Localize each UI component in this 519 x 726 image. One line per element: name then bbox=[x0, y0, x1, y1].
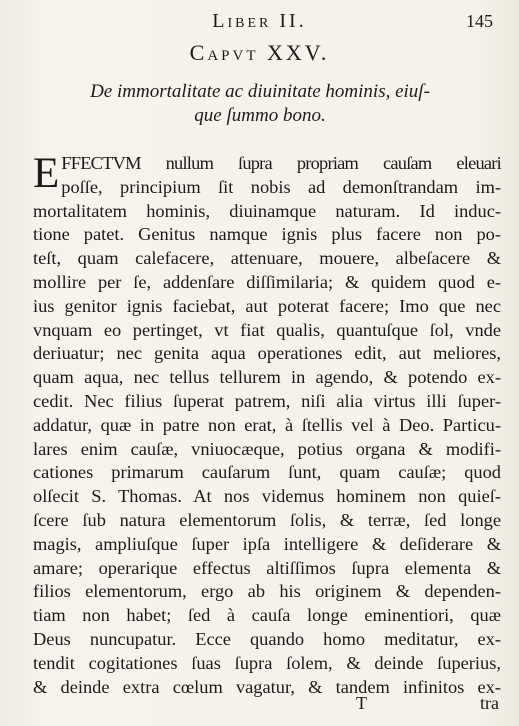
chapter-title-line: De immortalitate ac diuinitate hominis, eiuſ- bbox=[90, 81, 430, 102]
body-line: lares enim cauſæ, vniuocæque, potius organa & modifi- bbox=[33, 438, 501, 459]
page-number: 145 bbox=[466, 11, 493, 31]
body-line: mollire per ſe, addenſare diſſimilaria; & quidem quod e- bbox=[33, 271, 501, 292]
chapter-title bbox=[70, 80, 450, 128]
running-title: Liber II. bbox=[212, 10, 307, 32]
body-line: deriuatur; nec genita aqua operationes edit, aut meliores, bbox=[33, 343, 501, 364]
body-line: filios elementorum, ergo ab his originem & dependen- bbox=[33, 581, 501, 602]
page-footer bbox=[0, 693, 519, 717]
body-line: tendit cogitationes ſuas ſupra ſolem, & deinde ſuperius, bbox=[33, 652, 501, 673]
body-line: poſſe, principium ſit nobis ad demonſtrandam im- bbox=[61, 176, 501, 197]
body-line: FFECTVM nullum ſupra propriam cauſam eleuari bbox=[61, 153, 501, 173]
body-line: tiam non habet; ſed à cauſa longe eminentiori, quæ bbox=[33, 605, 501, 626]
signature-mark: T bbox=[356, 693, 367, 713]
body-line: amare; operarique effectus altiſſimos ſupra elementa & bbox=[33, 557, 501, 578]
body-line: mortalitatem hominis, diuinamque naturam. Id induc- bbox=[33, 200, 501, 221]
drop-initial: E bbox=[33, 150, 60, 197]
body-line: quam aqua, nec tellus tellurem in agendo, & potendo ex- bbox=[33, 367, 501, 388]
body-line: cationes primarum cauſarum ſunt, quam cauſæ; quod bbox=[33, 462, 501, 483]
body-line: tione patet. Genitus namque ignis plus facere non po- bbox=[33, 224, 501, 245]
chapter-heading: Capvt XXV. bbox=[189, 40, 330, 65]
body-line: & deinde extra cœlum vagatur, & tandem infinitos ex- bbox=[33, 676, 501, 697]
body-line: teſt, quam calefacere, attenuare, mouere, albeſacere & bbox=[33, 248, 501, 269]
catchword: tra bbox=[480, 693, 499, 713]
page-header bbox=[0, 8, 519, 34]
body-line: magis, ampliuſque ſuper ipſa intelligere & deſiderare & bbox=[33, 533, 501, 554]
body-line: vnquam eo pertinget, vt fiat qualis, quantuſque ſol, vnde bbox=[33, 319, 501, 340]
body-line: addatur, quæ in patre non erat, à ſtellis vel à Deo. Particu- bbox=[33, 414, 501, 435]
body-line: ius genitor ignis faciebat, aut poterat facere; Imo que nec bbox=[33, 295, 501, 316]
body-line: Deus nuncupatur. Ecce quando homo meditatur, ex- bbox=[33, 628, 501, 649]
body-line: olſecit S. Thomas. At nos videmus hominem non quieſ- bbox=[33, 486, 501, 507]
chapter-title-line: que ſummo bono. bbox=[194, 105, 326, 126]
body-text bbox=[33, 152, 501, 699]
body-line: ſcere ſub natura elementorum ſolis, & terræ, ſed longe bbox=[33, 509, 501, 530]
body-line: cedit. Nec filius ſuperat patrem, niſi alia virtus illi ſuper- bbox=[33, 390, 501, 411]
